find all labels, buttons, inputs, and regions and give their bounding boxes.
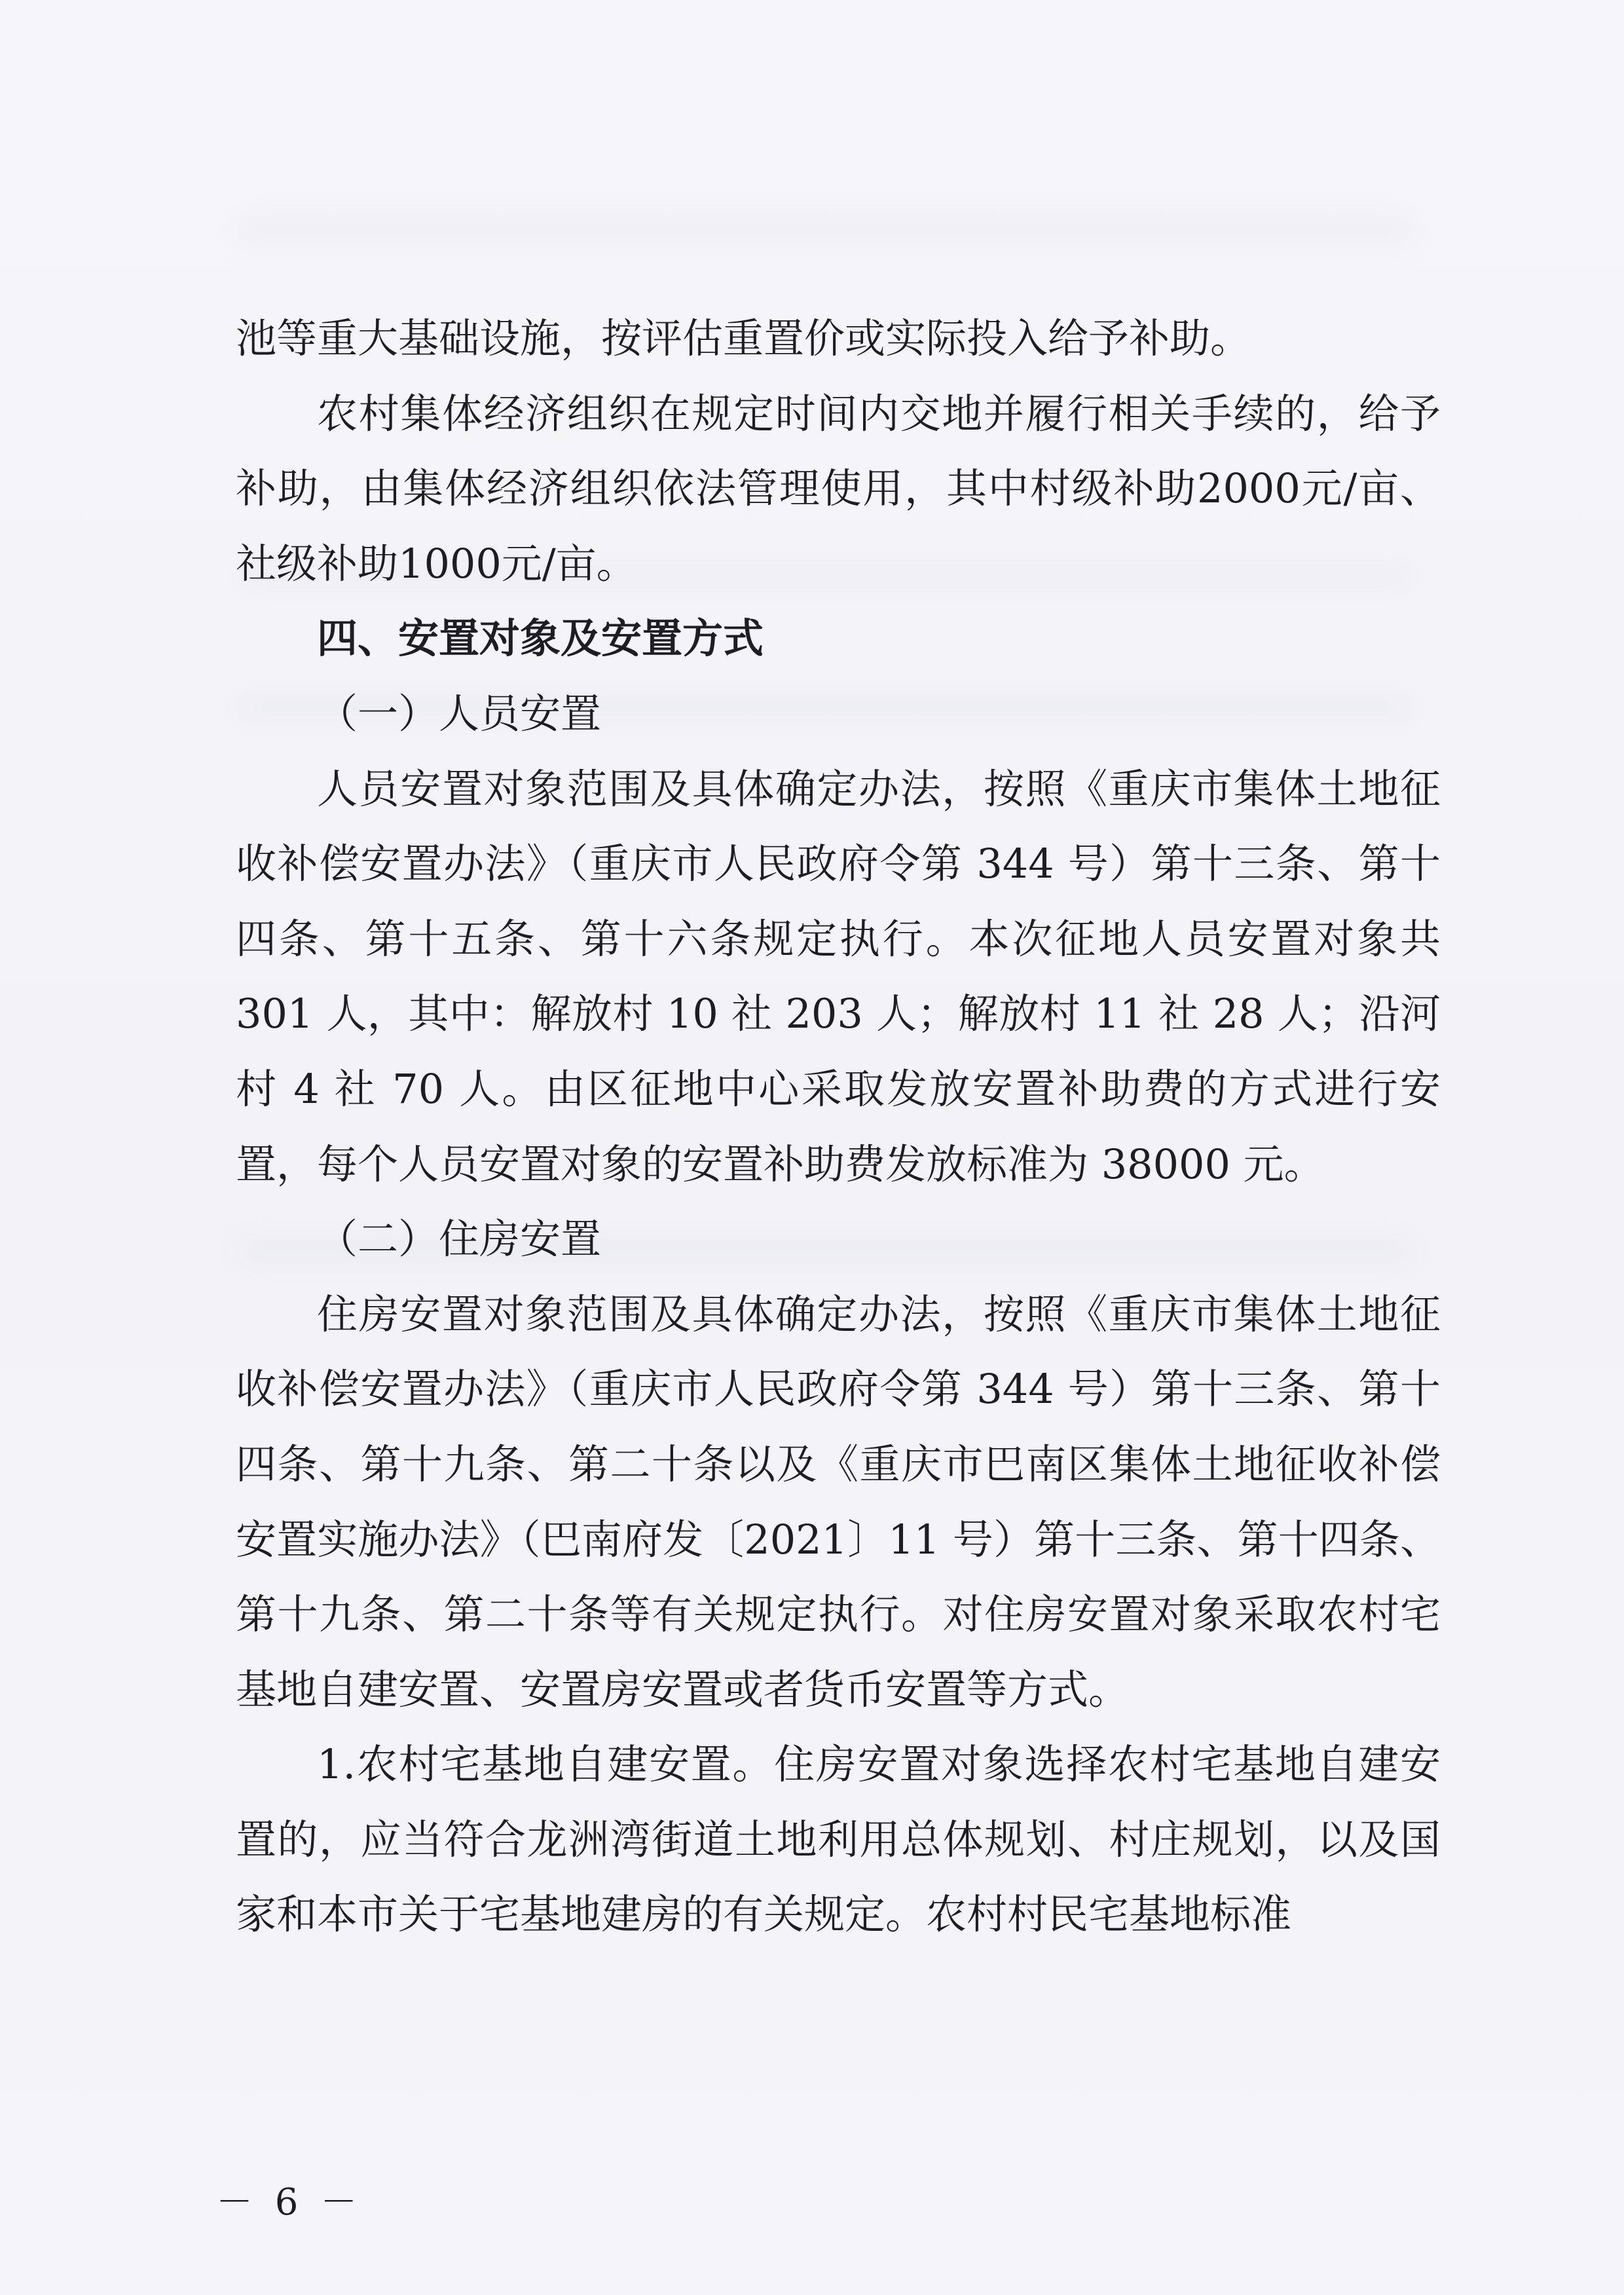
paragraph-collective-compensation: 农村集体经济组织在规定时间内交地并履行相关手续的，给予补助，由集体经济组织依法管理使用，其中村级补助2000元/亩、社级补助1000元/亩。 bbox=[236, 389, 1441, 588]
subheading-housing-resettlement: （二）住房安置 bbox=[317, 1215, 602, 1263]
show-through-shading bbox=[236, 216, 1414, 242]
subheading-personnel-resettlement: （一）人员安置 bbox=[317, 689, 602, 737]
section-heading-resettlement: 四、安置对象及安置方式 bbox=[317, 614, 764, 663]
document-body bbox=[236, 301, 1441, 1952]
paragraph-housing-resettlement: 住房安置对象范围及具体确定办法，按照《重庆市集体土地征收补偿安置办法》（重庆市人民政府令第 344 号）第十三条、第十四条、第十九条、第二十条以及《重庆市巴南区集体土地征收补偿安置实施办法》（巴南府发〔2021〕11 号）第十三条、第十四条、第十九条、第二十条等有关规定执行。对住房安置对象采取农村宅基地自建安置、安置房安置或者货币安置等方式。 bbox=[236, 1290, 1441, 1713]
page-number: － 6 － bbox=[216, 2181, 363, 2224]
paragraph-continuation: 池等重大基础设施，按评估重置价或实际投入给予补助。 bbox=[236, 314, 1251, 362]
paragraph-personnel-resettlement: 人员安置对象范围及具体确定办法，按照《重庆市集体土地征收补偿安置办法》（重庆市人民政府令第 344 号）第十三条、第十四条、第十五条、第十六条规定执行。本次征地人员安置对象共 301 人，其中：解放村 10 社 203 人；解放村 11 社 28 人；沿河村 4 社 70 人。由区征地中心采取发放安置补助费的方式进行安置，每个人员安置对象的安置补助费发放标准为 38000 元。 bbox=[236, 764, 1441, 1188]
paragraph-homestead-self-build: 1.农村宅基地自建安置。住房安置对象选择农村宅基地自建安置的，应当符合龙洲湾街道土地利用总体规划、村庄规划，以及国家和本市关于宅基地建房的有关规定。农村村民宅基地标准 bbox=[236, 1740, 1441, 1939]
